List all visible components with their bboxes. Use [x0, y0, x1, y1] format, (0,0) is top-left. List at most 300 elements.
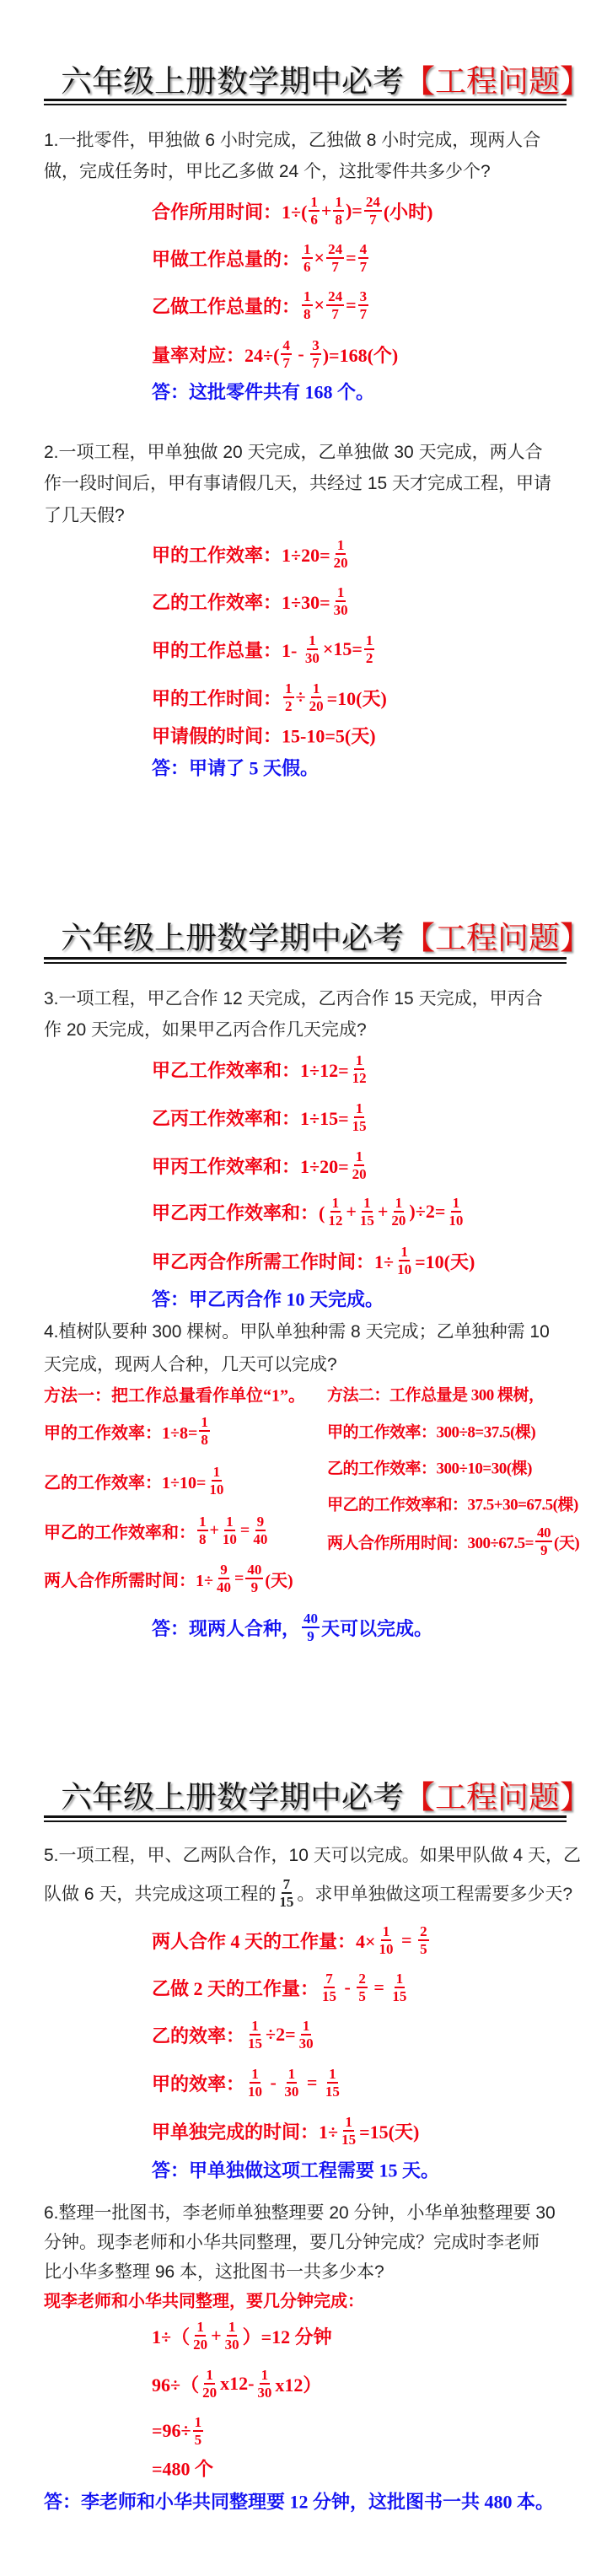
- solution-step: [152, 723, 376, 749]
- text-segment: 作一段时间后，甲有事请假几天，共经过 15 天才完成工程，甲请: [44, 474, 552, 493]
- fraction: [281, 337, 292, 371]
- fraction-numerator: 9: [220, 1562, 228, 1578]
- fraction: [277, 1876, 295, 1910]
- fraction-numerator: 3: [359, 288, 368, 304]
- text-segment: 答：甲请了 5 天假。: [152, 757, 320, 779]
- method-one-step: [44, 1514, 271, 1547]
- fraction: [326, 1195, 344, 1229]
- text-segment: x12-: [220, 2373, 255, 2394]
- fraction-numerator: 40: [304, 1611, 319, 1627]
- text-segment: 乙做工作总量的：: [152, 295, 301, 317]
- fraction-numerator: 40: [247, 1562, 262, 1578]
- text-segment: 甲的工作总量：1-: [152, 639, 302, 661]
- fraction-denominator: 8: [201, 1432, 208, 1448]
- text-segment: 天可以完成。: [321, 1617, 433, 1639]
- text-segment: 合作所用时间：1÷(: [152, 201, 308, 223]
- fraction-numerator: 24: [328, 288, 343, 304]
- text-segment: 作 20 天完成，如果甲乙丙合作几天完成?: [44, 1020, 367, 1040]
- text-segment: +: [211, 2325, 222, 2346]
- fraction-numerator: 7: [282, 1876, 291, 1892]
- title-rule: [44, 99, 567, 105]
- answer: [152, 379, 374, 405]
- text-segment: 乙的工作效率：300÷10=30(棵): [327, 1460, 532, 1478]
- solution-step: [152, 2018, 317, 2052]
- text-segment: 甲乙丙合作所需工作时间：1÷: [152, 1250, 395, 1272]
- answer: [152, 1611, 432, 1644]
- text-segment: 5.一项工程，甲、乙两队合作，10 天可以完成。如果甲队做 4 天，乙: [44, 1846, 582, 1865]
- fraction-numerator: 1: [261, 2367, 269, 2383]
- solution-step: [152, 2319, 332, 2353]
- text-segment: =: [302, 2072, 322, 2093]
- fraction-numerator: 3: [312, 337, 320, 353]
- fraction: [357, 1971, 368, 2004]
- problem-6-line: [44, 2199, 556, 2224]
- text-segment: 。求甲单独做这项工程需要多少天?: [297, 1885, 573, 1904]
- fraction: [324, 2066, 341, 2100]
- solution-step: [152, 1244, 475, 1277]
- fraction-numerator: 1: [336, 537, 345, 553]
- fraction-numerator: 1: [363, 1195, 371, 1211]
- solution-step: [152, 632, 376, 666]
- fraction-denominator: 7: [331, 306, 339, 322]
- fraction-denominator: 5: [358, 1988, 366, 2004]
- fraction: [340, 2114, 357, 2148]
- text-segment: x12）: [275, 2374, 322, 2396]
- fraction-denominator: 30: [284, 2084, 299, 2100]
- fraction-denominator: 5: [420, 1941, 427, 1957]
- fraction: [378, 1923, 395, 1957]
- text-segment: )÷2=: [409, 1201, 446, 1222]
- fraction-denominator: 15: [341, 2132, 357, 2148]
- method-one-step: [44, 1414, 212, 1448]
- fraction-denominator: 10: [209, 1482, 224, 1498]
- fraction-denominator: 12: [328, 1213, 343, 1229]
- fraction-denominator: 20: [309, 698, 324, 714]
- fraction-denominator: 8: [335, 212, 342, 228]
- fraction-numerator: 1: [302, 2018, 310, 2034]
- fraction-denominator: 30: [298, 2036, 314, 2052]
- solution-step: [152, 1100, 370, 1134]
- problem-2-line: [44, 438, 543, 464]
- fraction-numerator: 1: [452, 1195, 460, 1211]
- answer: [152, 1286, 384, 1312]
- answer: [152, 755, 319, 781]
- fraction-denominator: 10: [397, 1261, 412, 1277]
- text-segment: 甲乙的工作效率和：37.5+30=67.5(棵): [327, 1496, 578, 1514]
- text-segment: 甲的工作时间：: [152, 687, 282, 709]
- problem-1-line: [44, 126, 540, 152]
- solution-step: [152, 2455, 213, 2482]
- fraction-denominator: 9: [250, 1579, 259, 1595]
- fraction: [358, 1195, 376, 1229]
- title-rule: [44, 957, 567, 964]
- fraction-numerator: 1: [309, 632, 316, 648]
- fraction: [283, 680, 294, 714]
- fraction-denominator: 10: [379, 1941, 394, 1957]
- text-segment: =: [346, 247, 357, 268]
- text-segment: 96÷（: [152, 2374, 200, 2396]
- fraction-numerator: 2: [358, 1971, 366, 1987]
- text-segment: =96÷: [152, 2420, 191, 2441]
- fraction-denominator: 15: [352, 1118, 367, 1134]
- solution-step: [152, 1923, 431, 1957]
- fraction-denominator: 20: [352, 1166, 367, 1182]
- text-segment: +: [209, 1520, 219, 1540]
- solution-step: [152, 2367, 321, 2401]
- text-segment: ÷2=: [266, 2024, 296, 2045]
- text-segment: -: [340, 1976, 356, 1998]
- text-segment: 乙做 2 天的工作量：: [152, 1977, 320, 1999]
- text-segment: 甲的工作效率：1÷8=: [44, 1423, 198, 1443]
- fraction-denominator: 5: [194, 2432, 202, 2448]
- fraction: [351, 1148, 368, 1182]
- text-segment: 了几天假?: [44, 506, 125, 525]
- title-rule: [44, 1815, 567, 1822]
- text-segment: 分钟。现李老师和小华共同整理，要几分钟完成？完成时李老师: [44, 2233, 540, 2252]
- text-segment: =: [346, 294, 357, 315]
- fraction-numerator: 1: [194, 2414, 202, 2430]
- fraction-denominator: 7: [359, 306, 368, 322]
- fraction-denominator: 30: [224, 2337, 239, 2353]
- fraction-denominator: 15: [322, 1988, 337, 2004]
- fraction-denominator: 30: [257, 2385, 272, 2401]
- problem-5-line: [44, 1842, 581, 1867]
- text-segment: 乙的工作效率：1÷30=: [152, 591, 330, 613]
- fraction: [418, 1923, 429, 1957]
- fraction-numerator: 1: [331, 1195, 340, 1211]
- text-segment: 甲的工作效率：1÷20=: [152, 544, 330, 566]
- fraction: [221, 1514, 239, 1547]
- fraction: [358, 288, 369, 322]
- fraction-denominator: 40: [253, 1531, 268, 1547]
- fraction: [332, 584, 350, 618]
- text-segment: 甲乙工作效率和：1÷12=: [152, 1059, 349, 1081]
- fraction-numerator: 1: [310, 194, 318, 210]
- page-title: [61, 1779, 591, 1816]
- text-segment: 两人合作所用时间：300÷67.5=: [327, 1534, 534, 1552]
- text-segment: 量率对应：24÷(: [152, 344, 280, 366]
- method-two-step: [327, 1456, 532, 1479]
- text-segment: 甲丙工作效率和：1÷20=: [152, 1155, 349, 1177]
- text-segment: ×: [314, 294, 325, 315]
- solution-step: [152, 337, 398, 371]
- text-segment: 答：甲乙丙合作 10 天完成。: [152, 1288, 384, 1310]
- fraction-numerator: 1: [228, 2319, 236, 2335]
- solution-step: [152, 194, 432, 228]
- fraction: [191, 2319, 209, 2353]
- answer: [44, 2488, 554, 2514]
- fraction: [332, 537, 350, 571]
- solution-step: [152, 2414, 205, 2448]
- fraction: [447, 1195, 465, 1229]
- fraction-denominator: 10: [222, 1531, 237, 1547]
- text-segment: 2.一项工程，甲单独做 20 天完成，乙单独做 30 天完成，两人合: [44, 443, 543, 462]
- fraction-denominator: 30: [333, 602, 348, 618]
- fraction: [333, 194, 344, 228]
- text-segment: ÷: [295, 686, 306, 707]
- fraction-numerator: 1: [304, 288, 311, 304]
- fraction: [298, 2018, 315, 2052]
- fraction-numerator: 1: [365, 632, 373, 648]
- text-segment: 方法一：把工作总量看作单位“1”。: [44, 1386, 305, 1406]
- fraction-numerator: 40: [537, 1525, 551, 1541]
- text-segment: 甲的工作效率：300÷8=37.5(棵): [327, 1423, 536, 1442]
- problem-1-line: [44, 158, 491, 183]
- text-segment: 甲请假的时间：15-10=5(天): [152, 725, 376, 747]
- fraction-numerator: 1: [382, 1923, 390, 1939]
- solution-step: [152, 2066, 343, 2100]
- fraction-denominator: 15: [325, 2084, 340, 2100]
- fraction-numerator: 1: [335, 194, 342, 210]
- fraction-numerator: 4: [282, 337, 290, 353]
- text-segment: 乙的效率：: [152, 2025, 245, 2046]
- fraction-numerator: 4: [359, 241, 368, 257]
- fraction-denominator: 8: [304, 306, 311, 322]
- fraction: [395, 1244, 413, 1277]
- title-main: 六年级上册数学期中必考: [61, 63, 404, 99]
- problem-6-line: [44, 2258, 384, 2283]
- text-segment: 乙丙工作效率和：1÷15=: [152, 1107, 349, 1129]
- fraction: [535, 1525, 552, 1558]
- text-segment: 6.整理一批图书，李老师单独整理要 20 分钟，小华单独整理要 30: [44, 2203, 556, 2223]
- problem-3-line: [44, 985, 543, 1010]
- text-segment: 答：李老师和小华共同整理要 12 分钟，这批图书一共 480 本。: [44, 2491, 555, 2513]
- solution-step: [152, 584, 352, 618]
- fraction-numerator: 1: [395, 1195, 403, 1211]
- solution-step: [152, 1971, 410, 2004]
- title-topic: 【工程问题】: [404, 63, 591, 99]
- fraction-numerator: 1: [304, 241, 311, 257]
- fraction: [364, 194, 382, 228]
- method-two-step: [327, 1420, 535, 1443]
- text-segment: -: [293, 343, 309, 364]
- fraction: [197, 1514, 208, 1547]
- fraction-denominator: 9: [307, 1628, 314, 1644]
- fraction: [215, 1562, 233, 1595]
- text-segment: -: [266, 2072, 282, 2093]
- fraction-numerator: 1: [251, 2066, 259, 2082]
- text-segment: 做，完成任务时，甲比乙多做 24 个，这批零件共多少个?: [44, 162, 491, 181]
- fraction-numerator: 1: [355, 1100, 363, 1116]
- problem-2-line: [44, 502, 125, 527]
- fraction: [246, 2018, 264, 2052]
- fraction-denominator: 15: [279, 1894, 294, 1910]
- fraction-denominator: 15: [359, 1213, 374, 1229]
- text-segment: 1÷（: [152, 2326, 191, 2347]
- fraction-numerator: 7: [325, 1971, 333, 1987]
- fraction: [207, 1464, 225, 1498]
- fraction: [251, 1514, 269, 1547]
- text-segment: +: [320, 200, 332, 221]
- text-segment: 答：甲单独做这项工程需要 15 天。: [152, 2159, 440, 2181]
- sub-question-heading: [44, 2288, 364, 2312]
- text-segment: =: [396, 1929, 417, 1950]
- fraction-denominator: 15: [392, 1988, 407, 2004]
- fraction: [310, 337, 321, 371]
- fraction: [255, 2367, 273, 2401]
- fraction-denominator: 40: [216, 1579, 231, 1595]
- fraction: [282, 2066, 300, 2100]
- method-one-step: [44, 1464, 227, 1498]
- fraction-numerator: 1: [312, 680, 320, 696]
- title-topic: 【工程问题】: [404, 920, 591, 956]
- fraction-numerator: 2: [420, 1923, 427, 1939]
- fraction-numerator: 1: [395, 1971, 404, 1987]
- text-segment: +: [377, 1201, 389, 1222]
- fraction-numerator: 1: [251, 2018, 259, 2034]
- problem-6-line: [44, 2229, 540, 2254]
- fraction: [326, 288, 344, 322]
- text-segment: 方法二：工作总量是 300 棵树，: [327, 1386, 545, 1405]
- text-segment: )=168(个): [322, 344, 399, 366]
- fraction-numerator: 1: [400, 1244, 408, 1260]
- solution-step: [152, 537, 352, 571]
- title-main: 六年级上册数学期中必考: [61, 1779, 404, 1815]
- text-segment: 甲乙丙工作效率和：(: [152, 1202, 325, 1223]
- solution-step: [152, 1148, 370, 1182]
- text-segment: 现李老师和小华共同整理，要几分钟完成：: [44, 2292, 364, 2311]
- fraction-numerator: 1: [285, 680, 293, 696]
- method-two-step: [327, 1525, 579, 1558]
- answer: [152, 2157, 439, 2183]
- fraction: [193, 2414, 204, 2448]
- fraction-numerator: 1: [355, 1052, 363, 1068]
- fraction-numerator: 1: [345, 2114, 352, 2130]
- fraction-denominator: 7: [369, 212, 377, 228]
- fraction-denominator: 20: [193, 2337, 208, 2353]
- text-segment: =15(天): [359, 2121, 420, 2143]
- fraction-denominator: 30: [304, 650, 320, 666]
- fraction-denominator: 6: [304, 259, 311, 275]
- text-segment: =: [234, 1568, 244, 1588]
- fraction: [302, 288, 313, 322]
- text-segment: =480 个: [152, 2458, 214, 2480]
- fraction: [245, 1562, 263, 1595]
- text-segment: )=: [345, 200, 363, 221]
- text-segment: (天): [554, 1534, 580, 1552]
- fraction-numerator: 24: [328, 241, 343, 257]
- solution-step: [152, 680, 387, 714]
- text-segment: (小时): [383, 201, 433, 223]
- fraction-numerator: 9: [256, 1514, 265, 1530]
- fraction-numerator: 1: [336, 584, 345, 600]
- fraction-denominator: 2: [365, 650, 373, 666]
- text-segment: 甲单独完成的时间：1÷: [152, 2121, 339, 2143]
- problem-4-line: [44, 1318, 550, 1343]
- fraction-numerator: 24: [365, 194, 380, 210]
- fraction-numerator: 1: [355, 1148, 363, 1164]
- method-one-step: [44, 1562, 293, 1595]
- fraction: [320, 1971, 338, 2004]
- fraction: [309, 194, 320, 228]
- text-segment: 比小华多整理 96 本，这批图书一共多少本?: [44, 2262, 384, 2282]
- fraction: [358, 241, 369, 275]
- problem-5-line: [44, 1876, 572, 1910]
- problem-2-line: [44, 470, 551, 495]
- text-segment: 天完成，现两人合种，几天可以完成?: [44, 1355, 337, 1374]
- solution-step: [152, 2114, 419, 2148]
- text-segment: 3.一项工程，甲乙合作 12 天完成，乙丙合作 15 天完成，甲丙合: [44, 989, 543, 1008]
- fraction-denominator: 6: [310, 212, 318, 228]
- fraction: [199, 1414, 210, 1448]
- fraction-numerator: 1: [226, 1514, 234, 1530]
- text-segment: =: [368, 1976, 389, 1998]
- text-segment: (天): [265, 1571, 293, 1590]
- fraction: [223, 2319, 241, 2353]
- fraction-denominator: 8: [199, 1531, 207, 1547]
- text-segment: ×: [314, 247, 325, 268]
- fraction: [351, 1100, 368, 1134]
- fraction: [364, 632, 375, 666]
- text-segment: 1.一批零件，甲独做 6 小时完成，乙独做 8 小时完成，现两人合: [44, 131, 541, 150]
- problem-4-line: [44, 1351, 337, 1376]
- fraction-denominator: 10: [449, 1213, 464, 1229]
- fraction-denominator: 7: [282, 355, 290, 371]
- text-segment: 甲做工作总量的：: [152, 248, 301, 270]
- fraction-denominator: 20: [202, 2385, 218, 2401]
- fraction-numerator: 1: [287, 2066, 296, 2082]
- fraction: [308, 680, 325, 714]
- text-segment: 答：现两人合种，: [152, 1617, 301, 1639]
- method-two-heading: [327, 1383, 545, 1406]
- problem-3-line: [44, 1016, 367, 1041]
- page-title: [61, 920, 591, 957]
- fraction: [351, 1052, 368, 1086]
- text-segment: 队做 6 天，共完成这项工程的: [44, 1885, 277, 1904]
- fraction-denominator: 7: [312, 355, 320, 371]
- fraction-denominator: 20: [333, 555, 348, 571]
- fraction: [390, 1971, 408, 2004]
- fraction: [201, 2367, 218, 2401]
- fraction-denominator: 20: [391, 1213, 406, 1229]
- fraction: [246, 2066, 264, 2100]
- method-one-heading: [44, 1382, 305, 1406]
- fraction-numerator: 1: [329, 2066, 336, 2082]
- fraction: [302, 241, 313, 275]
- solution-step: [152, 1195, 466, 1229]
- method-two-step: [327, 1492, 578, 1515]
- fraction: [302, 1611, 320, 1644]
- text-segment: 4.植树队要种 300 棵树。甲队单独种需 8 天完成；乙单独种需 10: [44, 1322, 550, 1342]
- fraction-numerator: 1: [196, 2319, 204, 2335]
- text-segment: ）=12 分钟: [242, 2326, 332, 2347]
- title-main: 六年级上册数学期中必考: [61, 920, 404, 956]
- fraction-denominator: 10: [248, 2084, 263, 2100]
- fraction-denominator: 2: [285, 698, 293, 714]
- text-segment: 两人合作 4 天的工作量：4×: [152, 1930, 376, 1952]
- fraction: [389, 1195, 407, 1229]
- fraction-numerator: 1: [201, 1414, 208, 1430]
- fraction: [326, 241, 344, 275]
- text-segment: 两人合作所需时间：1÷: [44, 1571, 213, 1590]
- fraction-denominator: 7: [359, 259, 368, 275]
- fraction-denominator: 7: [331, 259, 339, 275]
- fraction-denominator: 15: [248, 2036, 263, 2052]
- fraction-numerator: 1: [199, 1514, 207, 1530]
- text-segment: =: [239, 1520, 250, 1540]
- solution-step: [152, 1052, 370, 1086]
- text-segment: 甲乙的工作效率和：: [44, 1523, 196, 1542]
- text-segment: +: [346, 1201, 357, 1222]
- text-segment: =10(天): [415, 1250, 475, 1272]
- solution-step: [152, 288, 370, 322]
- text-segment: 甲的效率：: [152, 2073, 245, 2095]
- fraction-denominator: 9: [540, 1542, 548, 1558]
- text-segment: 答：这批零件共有 168 个。: [152, 381, 375, 403]
- solution-step: [152, 241, 370, 275]
- text-segment: ×15=: [322, 638, 363, 659]
- fraction-numerator: 1: [212, 1464, 221, 1480]
